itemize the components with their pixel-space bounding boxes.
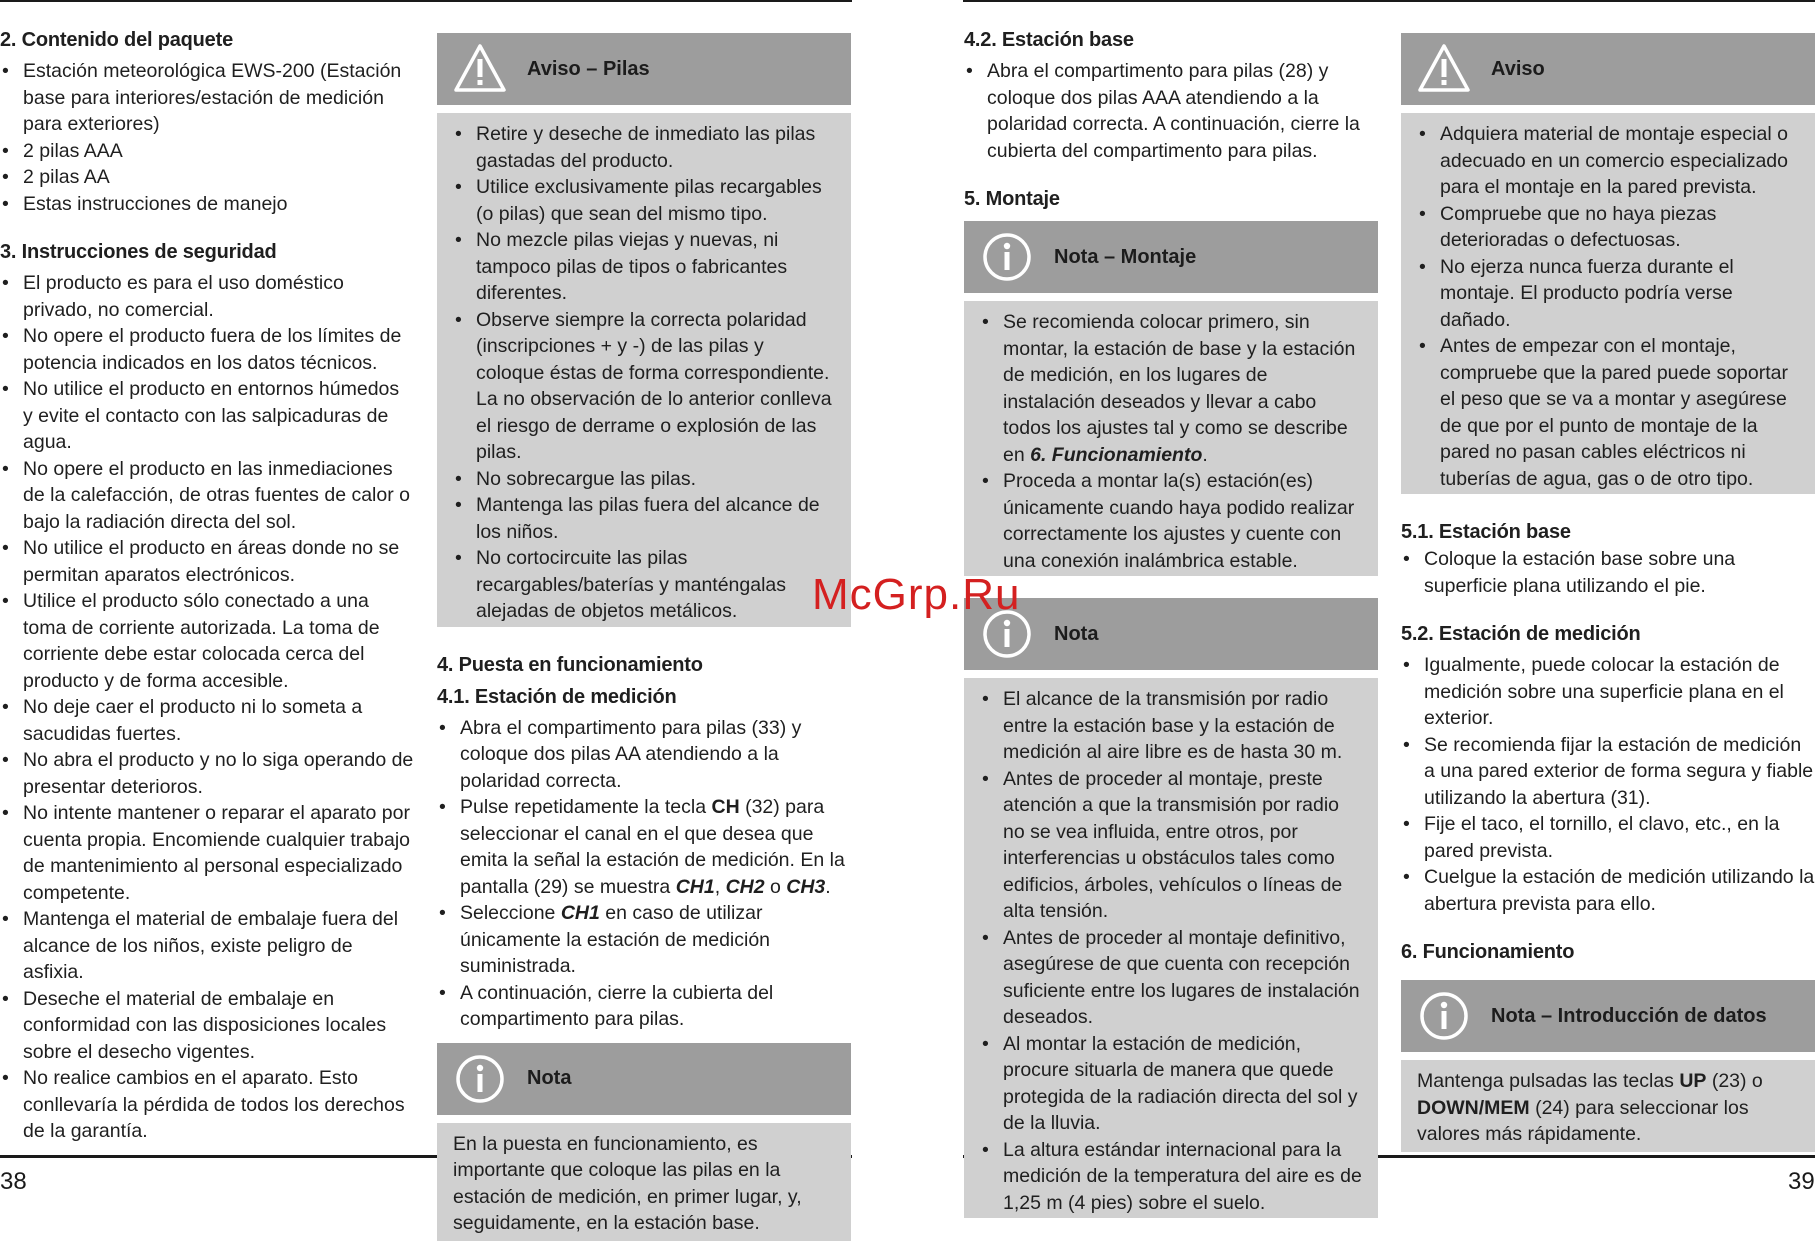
list-item: • Mantenga el material de embalaje fuera del alcance de los niños, existe peligro de asfixia.	[0, 906, 414, 986]
list-item: • Pulse repetidamente la tecla CH (32) para seleccionar el canal en el que desea que emita la señal la estación de medición. En la pantalla (29) se muestra CH1, CH2 o CH3.	[437, 794, 851, 900]
left-column-2	[437, 33, 851, 1241]
warning-icon	[1417, 42, 1471, 96]
measuring-station-mounting-list	[1401, 652, 1815, 917]
data-entry-note-header	[1401, 980, 1815, 1052]
list-item: • Proceda a montar la(s) estación(es) únicamente cuando haya podido realizar correctamente los ajustes y cuente con una conexión inalámbrica estable.	[980, 468, 1362, 574]
list-item: • Se recomienda colocar primero, sin montar, la estación de base y la estación de medición, en los lugares de instalación deseados y llevar a cabo todos los ajustes tal y como se describe en 6. Funcionamiento.	[980, 309, 1362, 468]
note-body	[437, 1123, 851, 1241]
section-reference: 6. Funcionamiento	[1030, 443, 1203, 466]
list-item: • Observe siempre la correcta polaridad (inscripciones + y -) de las pilas y coloque éstas de forma correspondiente. La no observación de lo anterior conlleva el riesgo de derrame o explosión de las pilas.	[453, 307, 835, 466]
mounting-warning-header	[1401, 33, 1815, 105]
section-3-title: 3. Instrucciones de seguridad	[0, 241, 277, 263]
list-item: • La altura estándar internacional para la medición de la temperatura del aire es de 1,25 m (4 pies) sobre el suelo.	[980, 1137, 1362, 1217]
data-entry-note-body	[1401, 1060, 1815, 1152]
list-item: • 2 pilas AA	[0, 164, 414, 191]
section-5-1-title: 5.1. Estación base	[1401, 521, 1571, 543]
battery-warning-body	[437, 113, 851, 627]
info-icon	[980, 230, 1034, 284]
data-entry-note-text: Mantenga pulsadas las teclas UP (23) o DOWN/MEM (24) para seleccionar los valores más rápidamente.	[1417, 1070, 1763, 1145]
list-item: • Adquiera material de montaje especial o adecuado en un comercio especializado para el montaje en la pared prevista.	[1417, 121, 1799, 201]
list-item: • Cuelgue la estación de medición utilizando la abertura prevista para ello.	[1401, 864, 1815, 917]
list-item: • No deje caer el producto ni lo someta a sacudidas fuertes.	[0, 694, 414, 747]
list-item: • Mantenga las pilas fuera del alcance de los niños.	[453, 492, 835, 545]
watermark-text: McGrp.Ru	[812, 570, 1021, 619]
list-item: • Estación meteorológica EWS-200 (Estación base para interiores/estación de medición para exteriores)	[0, 58, 414, 138]
base-station-mounting-list	[1401, 546, 1815, 599]
section-5-2-title: 5.2. Estación de medición	[1401, 623, 1641, 645]
ch-key: CH	[711, 796, 740, 818]
mounting-warning-body	[1401, 113, 1815, 494]
safety-instructions-list	[0, 270, 414, 1145]
top-rule-right	[963, 0, 1815, 2]
note-text: En la puesta en funcionamiento, es importante que coloque las pilas en la estación de medición, en primer lugar, y, seguidamente, en la estación base.	[453, 1132, 802, 1234]
list-item: • No sobrecargue las pilas.	[453, 466, 835, 493]
list-item: • No opere el producto fuera de los límites de potencia indicados en los datos técnicos.	[0, 323, 414, 376]
up-key: UP	[1679, 1070, 1707, 1092]
list-item: • Utilice el producto sólo conectado a una toma de corriente autorizada. La toma de corriente debe estar colocada cerca del producto y de forma accesible.	[0, 588, 414, 694]
note-title: Nota	[527, 1067, 572, 1090]
list-item: • No utilice el producto en áreas donde no se permitan aparatos electrónicos.	[0, 535, 414, 588]
section-4-2-title: 4.2. Estación base	[964, 29, 1134, 51]
list-item: • Antes de empezar con el montaje, compruebe que la pared puede soportar el peso que se va a montar y asegúrese de que por el punto de montaje de la pared no pasan cables eléctricos ni tuberías de agua, gas o de otro tipo.	[1417, 333, 1799, 492]
list-item: • No realice cambios en el aparato. Esto conllevaría la pérdida de todos los derechos de la garantía.	[0, 1065, 414, 1145]
mounting-warning-title: Aviso	[1491, 57, 1545, 80]
mounting-note-title: Nota – Montaje	[1054, 245, 1197, 268]
section-4-1-title: 4.1. Estación de medición	[437, 685, 677, 708]
list-item: • Estas instrucciones de manejo	[0, 191, 414, 218]
list-item: • No cortocircuite las pilas recargables/baterías y manténgalas alejadas de objetos metálicos.	[453, 545, 835, 625]
list-item: • Antes de proceder al montaje, preste atención a que la transmisión por radio no se vea influida, entre otros, por interferencias u obstáculos tales como edificios, árboles, vehículos o líneas de alta tensión.	[980, 766, 1362, 925]
down-mem-key: DOWN/MEM	[1417, 1096, 1530, 1119]
section-4-title: 4. Puesta en funcionamiento	[437, 653, 703, 676]
range-note-title: Nota	[1054, 622, 1099, 645]
list-item: • Se recomienda fijar la estación de medición a una pared exterior de forma segura y fiable utilizando la abertura (31).	[1401, 732, 1815, 812]
battery-warning-header	[437, 33, 851, 105]
measuring-station-steps	[437, 715, 851, 1033]
top-rule-left	[0, 0, 852, 2]
mounting-note-header	[964, 221, 1378, 293]
data-entry-note-title: Nota – Introducción de datos	[1491, 1004, 1767, 1027]
section-6-title: 6. Funcionamiento	[1401, 941, 1575, 963]
left-column-1	[0, 26, 414, 1145]
list-item: • No utilice el producto en entornos húmedos y evite el contacto con las salpicaduras de agua.	[0, 376, 414, 456]
list-item: • No abra el producto y no lo siga operando de presentar deterioros.	[0, 747, 414, 800]
info-icon	[1417, 989, 1471, 1043]
right-column-1	[964, 26, 1378, 1218]
list-item: • 2 pilas AAA	[0, 138, 414, 165]
warning-icon	[453, 42, 507, 96]
list-item: • No mezcle pilas viejas y nuevas, ni tampoco pilas de tipos o fabricantes diferentes.	[453, 227, 835, 307]
list-item: • Seleccione CH1 en caso de utilizar únicamente la estación de medición suministrada.	[437, 900, 851, 980]
list-item: • Fije el taco, el tornillo, el clavo, etc., en la pared prevista.	[1401, 811, 1815, 864]
base-station-steps	[964, 58, 1378, 164]
battery-warning-title: Aviso – Pilas	[527, 57, 650, 80]
list-item: • Abra el compartimento para pilas (33) y coloque dos pilas AA atendiendo a la polaridad correcta.	[437, 715, 851, 795]
range-note-header	[964, 598, 1378, 670]
list-item: • El alcance de la transmisión por radio entre la estación base y la estación de medición al aire libre es de hasta 30 m.	[980, 686, 1362, 766]
range-note-body	[964, 678, 1378, 1218]
right-column-2	[1401, 33, 1815, 1152]
list-item: • Antes de proceder al montaje definitivo, asegúrese de que cuenta con recepción suficiente entre los lugares de instalación deseados.	[980, 925, 1362, 1031]
package-contents-list	[0, 58, 414, 217]
list-item: • El producto es para el uso doméstico privado, no comercial.	[0, 270, 414, 323]
list-item: • Retire y deseche de inmediato las pilas gastadas del producto.	[453, 121, 835, 174]
section-5-title: 5. Montaje	[964, 188, 1060, 210]
list-item: • Compruebe que no haya piezas deterioradas o defectuosas.	[1417, 201, 1799, 254]
list-item: • Igualmente, puede colocar la estación de medición sobre una superficie plana en el exterior.	[1401, 652, 1815, 732]
info-icon	[453, 1052, 507, 1106]
list-item: • Utilice exclusivamente pilas recargables (o pilas) que sean del mismo tipo.	[453, 174, 835, 227]
page-number-right: 39	[1788, 1168, 1815, 1195]
note-header	[437, 1043, 851, 1115]
list-item: • No intente mantener o reparar el aparato por cuenta propia. Encomiende cualquier trabajo de mantenimiento al personal especializado competente.	[0, 800, 414, 906]
section-2-title: 2. Contenido del paquete	[0, 29, 233, 51]
list-item: • No opere el producto en las inmediaciones de la calefacción, de otras fuentes de calor o bajo la radiación directa del sol.	[0, 456, 414, 536]
list-item: • No ejerza nunca fuerza durante el montaje. El producto podría verse dañado.	[1417, 254, 1799, 334]
list-item: • A continuación, cierre la cubierta del compartimento para pilas.	[437, 980, 851, 1033]
list-item: • Abra el compartimento para pilas (28) y coloque dos pilas AAA atendiendo a la polaridad correcta. A continuación, cierre la cubierta del compartimento para pilas.	[964, 58, 1378, 164]
mounting-note-body	[964, 301, 1378, 576]
list-item: • Al montar la estación de medición, procure situarla de manera que quede protegida de la radiación directa del sol y de la lluvia.	[980, 1031, 1362, 1137]
list-item: • Coloque la estación base sobre una superficie plana utilizando el pie.	[1401, 546, 1815, 599]
page-number-left: 38	[0, 1168, 27, 1195]
list-item: • Deseche el material de embalaje en conformidad con las disposiciones locales sobre el desecho vigentes.	[0, 986, 414, 1066]
